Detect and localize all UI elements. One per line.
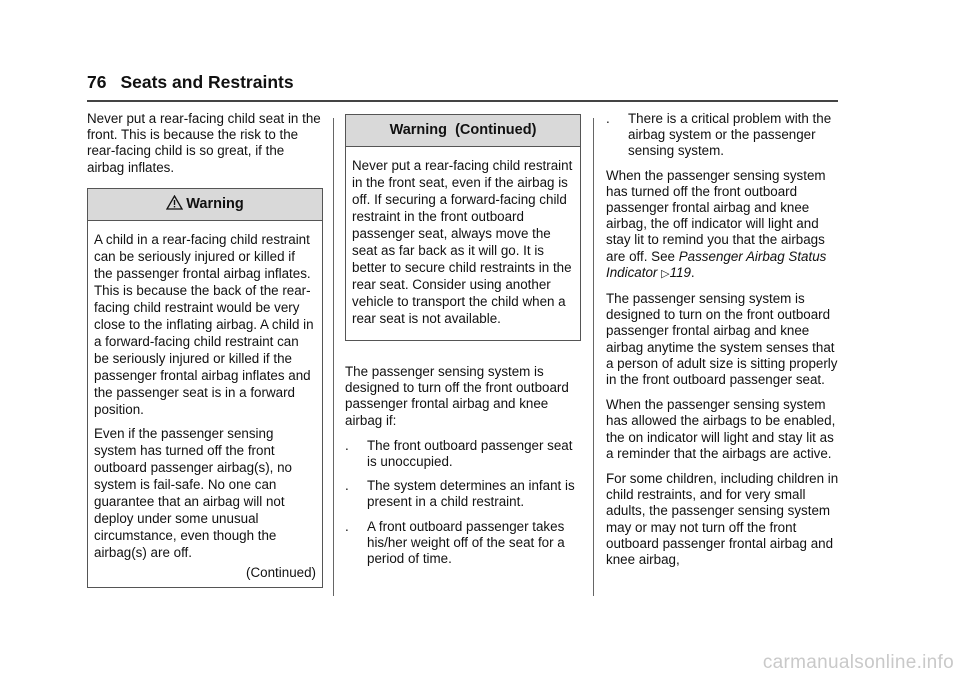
warning-title: Warning bbox=[186, 195, 244, 212]
page-reference-icon: ▷ bbox=[661, 267, 670, 280]
list-item bbox=[606, 111, 842, 160]
warning-paragraph: A child in a rear-facing child restraint can be seriously injured or killed if the passenger frontal airbag inflates. This is because the back of the rear-facing child restraint would be very close to the inflating airbag. A child in a forward-facing child restraint can be seriously injured or killed if the passenger frontal airbag inflates and the passenger seat is in a forward position. bbox=[94, 231, 314, 417]
list-item-text: The front outboard passenger seat is unoccupied. bbox=[367, 437, 573, 470]
list-item bbox=[345, 438, 581, 470]
reference-title: Passenger Airbag Status Indicator bbox=[606, 248, 827, 280]
warning-body bbox=[88, 221, 322, 587]
intro-paragraph: Never put a rear-facing child seat in the front. This is because the risk to the rear-facing child is so great, if the airbag inflates. bbox=[87, 111, 321, 175]
bullet-mark: . bbox=[606, 111, 610, 126]
period: . bbox=[690, 264, 695, 280]
watermark: carmanualsonline.info bbox=[762, 652, 954, 673]
warning-triangle-icon bbox=[166, 195, 183, 210]
paragraph: The passenger sensing system is designed to turn off the front outboard passenger frontal airbag and knee airbag if: bbox=[345, 364, 569, 428]
paragraph: When the passenger sensing system has allowed the airbags to be enabled, the on indicator will light and stay lit as a reminder that the airbags are active. bbox=[606, 397, 836, 461]
warning-continued-header: Warning (Continued) bbox=[346, 115, 580, 147]
page-number: 76 bbox=[87, 72, 107, 92]
paragraph: For some children, including children in child restraints, and for very small adults, the passenger sensing system may or may not turn off the front outboard passenger frontal airbag and knee airbag, bbox=[606, 471, 839, 568]
continued-label: (Continued) bbox=[246, 564, 316, 580]
warning-paragraph: Never put a rear-facing child restraint in the front seat, even if the airbag is off. If securing a forward-facing child restraint in the front outboard passenger seat, always move the seat as far back as it will go. It is better to secure child restraints in the rear seat. Consider using another vehicle to transport the child when a rear seat is not available. bbox=[352, 158, 573, 326]
header-rule bbox=[87, 100, 838, 102]
warning-header bbox=[88, 189, 322, 221]
warning-paragraph: Even if the passenger sensing system has turned off the front outboard passenger airbag(s), no system is fail-safe. No one can guarantee that an airbag will not deploy under some unusual circumstance, even though the airbag(s) are off. bbox=[94, 425, 293, 560]
bullet-mark: . bbox=[345, 518, 349, 534]
list-item-text: A front outboard passenger takes his/her weight off of the seat for a period of time. bbox=[367, 518, 565, 567]
column-1 bbox=[87, 111, 323, 588]
reference-page: 119 bbox=[669, 264, 691, 280]
warning-continued-box bbox=[345, 114, 581, 341]
column-divider-2 bbox=[593, 118, 594, 596]
section-title: Seats and Restraints bbox=[120, 72, 294, 92]
list-item bbox=[345, 478, 581, 510]
paragraph bbox=[606, 168, 842, 282]
paragraph-text: When the passenger sensing system has turned off the front outboard passenger frontal airbag and knee airbag, the off indicator will light and stay lit to remind you that the airbags are off. See bbox=[606, 167, 826, 264]
column-2 bbox=[345, 114, 581, 575]
list-item-text: The system determines an infant is present in a child restraint. bbox=[367, 478, 575, 510]
page-header bbox=[87, 72, 294, 93]
list-item-text: There is a critical problem with the airbag system or the passenger sensing system. bbox=[628, 111, 832, 159]
column-3 bbox=[606, 111, 842, 577]
warning-body bbox=[346, 147, 580, 340]
bullet-mark: . bbox=[345, 478, 349, 494]
paragraph: The passenger sensing system is designed to turn on the front outboard passenger frontal airbag and knee airbag anytime the system senses that a person of adult size is sitting properly in the front outboard passenger seat. bbox=[606, 291, 838, 388]
warning-box bbox=[87, 188, 323, 588]
bullet-mark: . bbox=[345, 437, 349, 453]
list-item bbox=[345, 519, 581, 568]
column-divider-1 bbox=[333, 118, 334, 596]
